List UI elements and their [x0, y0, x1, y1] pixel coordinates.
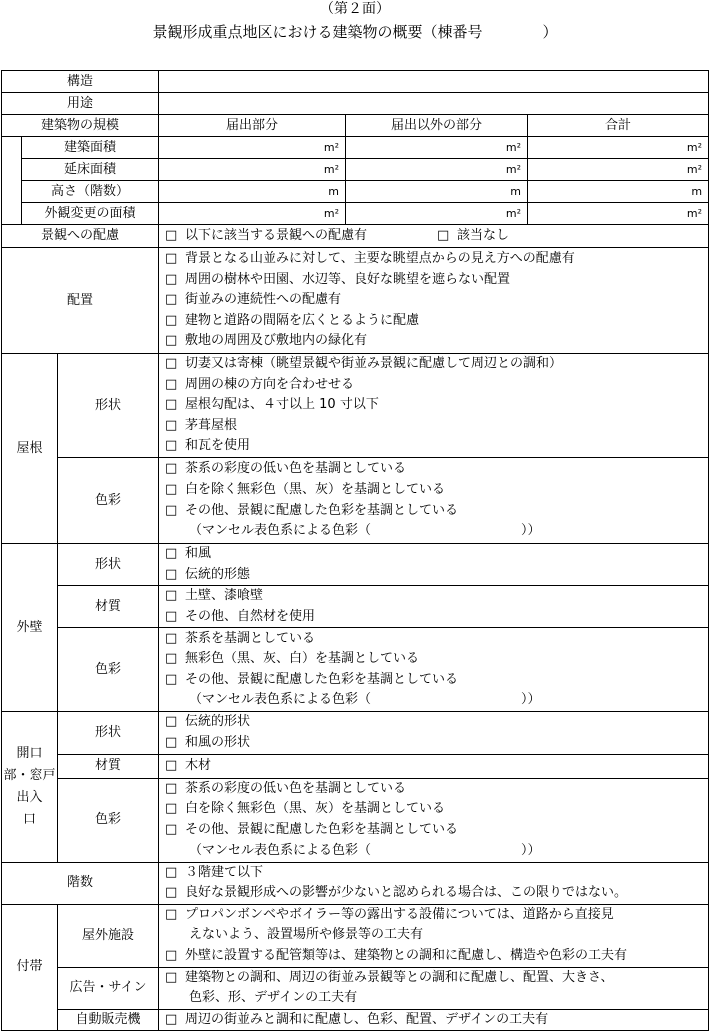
checkbox-icon[interactable]: □ — [165, 417, 178, 433]
checkbox-icon[interactable]: □ — [165, 397, 178, 413]
checkbox-icon[interactable]: □ — [165, 714, 178, 730]
wall-material-options: □ 土壁、漆喰壁 □ その他、自然材を使用 — [159, 586, 709, 628]
vending-options: □ 周辺の街並みと調和に配慮し、色彩、配置、デザインの工夫有 — [159, 1009, 709, 1030]
opening-color-options: □ 茶系の彩度の低い色を基調としている □ 白を除く無彩色（黒、灰）を基調としている □ その他、景観に配慮した色彩を基調としている （マンセル表色系による色彩（ ）） — [159, 778, 709, 862]
floors-label: 階数 — [2, 862, 159, 904]
checkbox-icon[interactable]: □ — [165, 312, 178, 328]
height-label: 高さ（階数） — [22, 181, 159, 203]
placement-option: □ 周囲の樹林や田園、水辺等、良好な眺望を遮らない配置 — [165, 270, 708, 291]
col-notified-header: 届出部分 — [159, 115, 346, 137]
roof-color-options: □ 茶系の彩度の低い色を基調としている □ 白を除く無彩色（黒、灰）を基調としている □ その他、景観に配慮した色彩を基調としている （マンセル表色系による色彩（ ）） — [159, 458, 709, 544]
consideration-label: 景観への配慮 — [2, 225, 159, 248]
checkbox-icon[interactable]: □ — [165, 228, 178, 243]
building-area-other[interactable]: m² — [346, 137, 528, 159]
wall-shape-options: □ 和風 □ 伝統的形態 — [159, 544, 709, 586]
checkbox-icon[interactable]: □ — [165, 1011, 178, 1027]
checkbox-icon[interactable]: □ — [165, 461, 178, 477]
checkbox-icon[interactable]: □ — [165, 864, 178, 880]
building-area-label: 建築面積 — [22, 137, 159, 159]
checkbox-icon[interactable]: □ — [165, 608, 178, 624]
consideration-no: 該当なし — [457, 228, 510, 243]
page-title: 景観形成重点地区における建築物の概要（棟番号 ） — [152, 23, 558, 41]
wall-shape-label: 形状 — [58, 544, 159, 586]
checkbox-icon[interactable]: □ — [165, 333, 178, 349]
placement-label: 配置 — [2, 248, 159, 354]
opening-shape-options: □ 伝統的形状 □ 和風の形状 — [159, 712, 709, 754]
checkbox-icon[interactable]: □ — [165, 969, 178, 985]
annex-label: 付帯 — [2, 904, 58, 1030]
sign-options: □ 建築物との調和、周辺の街並み景観等との調和に配慮し、配置、大きさ、 色彩、形、デザインの工夫有 — [159, 967, 709, 1009]
checkbox-icon[interactable]: □ — [437, 228, 450, 243]
opening-material-options: □ 木材 — [159, 754, 709, 778]
checkbox-icon[interactable]: □ — [165, 271, 178, 287]
structure-label: 構造 — [2, 71, 159, 93]
checkbox-icon[interactable]: □ — [165, 438, 178, 454]
roof-label: 屋根 — [2, 354, 58, 544]
sign-label: 広告・サイン — [58, 967, 159, 1009]
roof-color-label: 色彩 — [58, 458, 159, 544]
placement-option: □ 建物と道路の間隔を広くとるように配慮 — [165, 311, 708, 332]
checkbox-icon[interactable]: □ — [165, 566, 178, 582]
checkbox-icon[interactable]: □ — [165, 481, 178, 497]
col-other-header: 届出以外の部分 — [346, 115, 528, 137]
structure-field[interactable] — [159, 71, 709, 93]
roof-shape-label: 形状 — [58, 354, 159, 458]
floors-options: □ ３階建て以下 □ 良好な景観形成への影響が少ないと認められる場合は、この限りではない。 — [159, 862, 709, 904]
checkbox-icon[interactable]: □ — [165, 885, 178, 901]
sheet-number: （第２面） — [320, 1, 390, 17]
checkbox-icon[interactable]: □ — [165, 292, 178, 308]
checkbox-icon[interactable]: □ — [165, 356, 178, 372]
checkbox-icon[interactable]: □ — [165, 906, 178, 922]
facade-area-notified[interactable]: m² — [159, 203, 346, 225]
use-label: 用途 — [2, 93, 159, 115]
use-field[interactable] — [159, 93, 709, 115]
consideration-options — [159, 225, 709, 248]
building-summary-form — [1, 70, 709, 1031]
outdoor-facility-label: 屋外施設 — [58, 904, 159, 967]
checkbox-icon[interactable]: □ — [165, 734, 178, 750]
wall-color-label: 色彩 — [58, 628, 159, 712]
height-total[interactable]: m — [528, 181, 709, 203]
checkbox-icon[interactable]: □ — [165, 588, 178, 604]
checkbox-icon[interactable]: □ — [165, 651, 178, 667]
opening-material-label: 材質 — [58, 754, 159, 778]
facade-area-other[interactable]: m² — [346, 203, 528, 225]
building-area-total[interactable]: m² — [528, 137, 709, 159]
placement-option: □ 街並みの連続性への配慮有 — [165, 290, 708, 311]
scale-indent-cell — [2, 137, 22, 225]
scale-label: 建築物の規模 — [2, 115, 159, 137]
floor-area-notified[interactable]: m² — [159, 159, 346, 181]
facade-area-total[interactable]: m² — [528, 203, 709, 225]
opening-shape-label: 形状 — [58, 712, 159, 754]
checkbox-icon[interactable]: □ — [165, 251, 178, 267]
checkbox-icon[interactable]: □ — [165, 546, 178, 561]
floor-area-total[interactable]: m² — [528, 159, 709, 181]
checkbox-icon[interactable]: □ — [165, 502, 178, 518]
opening-label: 開口 部・窓戸 出入 口 — [2, 712, 58, 862]
checkbox-icon[interactable]: □ — [165, 630, 178, 646]
floor-area-other[interactable]: m² — [346, 159, 528, 181]
height-other[interactable]: m — [346, 181, 528, 203]
wall-color-options: □ 茶系を基調としている □ 無彩色（黒、灰、白）を基調としている □ その他、景観に配慮した色彩を基調としている （マンセル表色系による色彩（ ）） — [159, 628, 709, 712]
checkbox-icon[interactable]: □ — [165, 947, 178, 963]
roof-shape-options: □ 切妻又は寄棟（眺望景観や街並み景観に配慮して周辺との調和） □ 周囲の棟の方向を合わせせる □ 屋根勾配は、４寸以上 10 寸以下 □ 茅葺屋根 □ 和瓦を使用 — [159, 354, 709, 458]
placement-options — [159, 248, 709, 354]
checkbox-icon[interactable]: □ — [165, 822, 178, 838]
facade-area-label: 外観変更の面積 — [22, 203, 159, 225]
outdoor-facility-options: □ プロパンボンベやボイラー等の露出する設備については、道路から直接見 えないよう、設置場所や修景等の工夫有 □ 外壁に設置する配管類等は、建築物との調和に配慮し、構造や色彩の工夫有 — [159, 904, 709, 967]
building-area-notified[interactable]: m² — [159, 137, 346, 159]
vending-label: 自動販売機 — [58, 1009, 159, 1030]
placement-option: □ 背景となる山並みに対して、主要な眺望点からの見え方への配慮有 — [165, 249, 708, 270]
wall-material-label: 材質 — [58, 586, 159, 628]
height-notified[interactable]: m — [159, 181, 346, 203]
checkbox-icon[interactable]: □ — [165, 758, 178, 774]
col-total-header: 合計 — [528, 115, 709, 137]
checkbox-icon[interactable]: □ — [165, 376, 178, 392]
opening-color-label: 色彩 — [58, 778, 159, 862]
floor-area-label: 延床面積 — [22, 159, 159, 181]
consideration-yes: 以下に該当する景観への配慮有 — [185, 228, 368, 243]
wall-label: 外壁 — [2, 544, 58, 712]
checkbox-icon[interactable]: □ — [165, 801, 178, 817]
checkbox-icon[interactable]: □ — [165, 671, 178, 687]
checkbox-icon[interactable]: □ — [165, 780, 178, 796]
placement-option: □ 敷地の周囲及び敷地内の緑化有 — [165, 331, 708, 352]
